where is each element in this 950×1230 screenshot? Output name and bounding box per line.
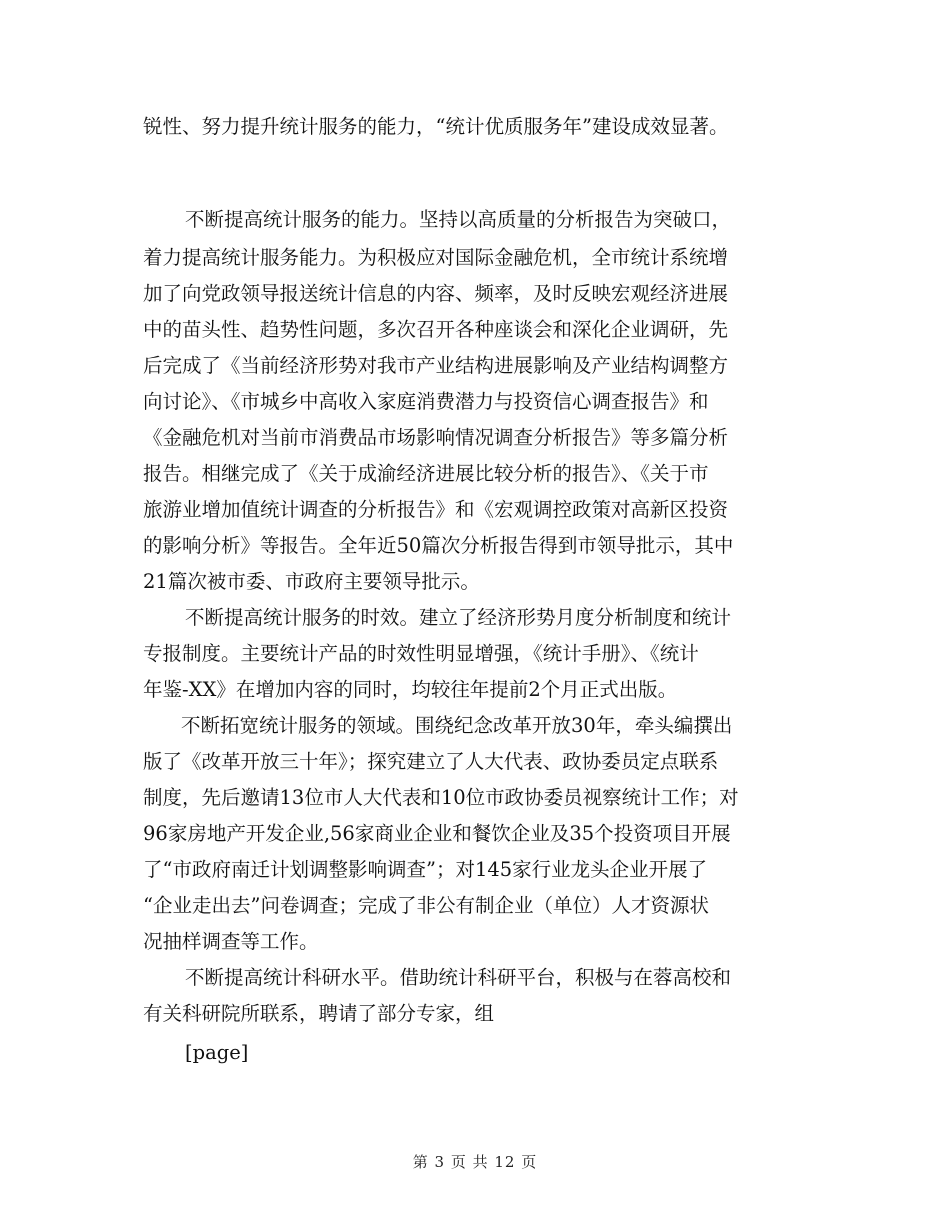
text-line: 版了《改革开放三十年》；探究建立了人大代表、政协委员定点联系 — [143, 750, 719, 773]
text-line: 加了向党政领导报送统计信息的内容、频率，及时反映宏观经济进展 — [143, 282, 729, 305]
paragraph-first-line: 不断拓宽统计服务的领域。围绕纪念改革开放30年，牵头编撰出 — [181, 714, 733, 737]
text-line: 制度，先后邀请13位市人大代表和10位市政协委员视察统计工作；对 — [143, 786, 739, 809]
text-line: 后完成了《当前经济形势对我市产业结构进展影响及产业结构调整方 — [143, 354, 729, 377]
text-line: 年鉴-XX》在增加内容的同时，均较往年提前2个月正式出版。 — [143, 678, 678, 701]
text-line: 21篇次被市委、市政府主要领导批示。 — [143, 570, 480, 593]
text-line: 的影响分析》等报告。全年近50篇次分析报告得到市领导批示，其中 — [143, 534, 734, 557]
paragraph-first-line: 不断提高统计科研水平。借助统计科研平台，积极与在蓉高校和 — [185, 966, 732, 989]
paragraph-first-line: 不断提高统计服务的时效。建立了经济形势月度分析制度和统计 — [185, 606, 732, 629]
page-footer: 第 3 页 共 12 页 — [412, 1153, 538, 1171]
paragraph-first-line: 不断提高统计服务的能力。坚持以高质量的分析报告为突破口， — [185, 208, 732, 231]
text-line: 报告。相继完成了《关于成渝经济进展比较分析的报告》、《关于市 — [143, 462, 709, 485]
text-line: 有关科研院所联系，聘请了部分专家，组 — [143, 1002, 495, 1025]
text-line: 着力提高统计服务能力。为积极应对国际金融危机，全市统计系统增 — [143, 246, 729, 269]
text-line: 中的苗头性、趋势性问题，多次召开各种座谈会和深化企业调研，先 — [143, 318, 729, 341]
text-line: 专报制度。主要统计产品的时效性明显增强，《统计手册》、《统计 — [143, 642, 699, 665]
text-line: 《金融危机对当前市消费品市场影响情况调查分析报告》等多篇分析 — [143, 426, 729, 449]
text-line: 了“市政府南迁计划调整影响调查”；对145家行业龙头企业开展了 — [143, 858, 708, 881]
text-line: 向讨论》、《市城乡中高收入家庭消费潜力与投资信心调查报告》和 — [143, 390, 709, 413]
text-line: 况抽样调查等工作。 — [143, 930, 319, 953]
page-marker: [page] — [185, 1041, 249, 1064]
text-line: 96家房地产开发企业,56家商业企业和餐饮企业及35个投资项目开展 — [143, 822, 731, 845]
text-line: 旅游业增加值统计调查的分析报告》和《宏观调控政策对高新区投资 — [143, 498, 729, 521]
text-line: “企业走出去”问卷调查；完成了非公有制企业（单位）人才资源状 — [143, 894, 709, 917]
text-line: 锐性、努力提升统计服务的能力，“统计优质服务年”建设成效显著。 — [143, 115, 729, 138]
